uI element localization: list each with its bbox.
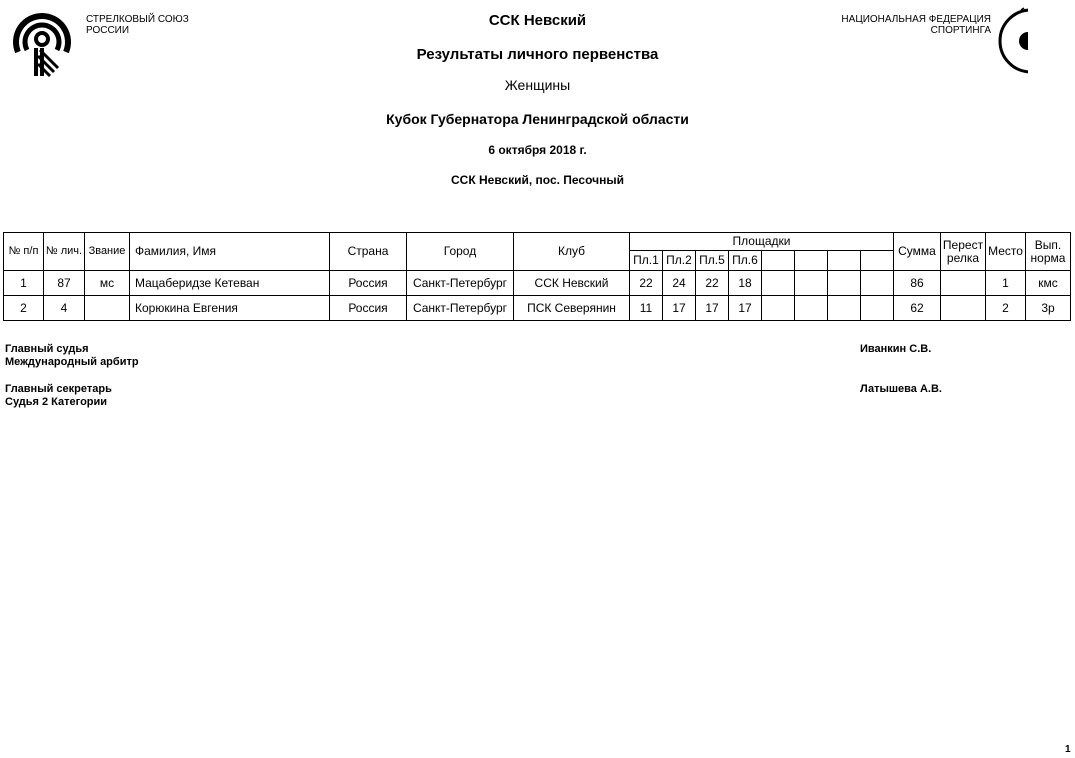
chief-secretary-title: Главный секретарь	[5, 383, 112, 395]
chief-judge-rank: Международный арбитр	[5, 356, 139, 368]
cell-pl1: 11	[630, 296, 663, 321]
cell-num: 2	[4, 296, 44, 321]
cell-rank: мс	[85, 271, 130, 296]
cell-empty	[828, 271, 861, 296]
header-pl1: Пл.1	[630, 251, 663, 271]
chief-judge-block	[5, 343, 139, 369]
cell-bib: 4	[44, 296, 85, 321]
header-empty-4	[861, 251, 894, 271]
cell-empty	[762, 271, 795, 296]
chief-secretary-name: Латышева А.В.	[860, 383, 942, 395]
cell-city: Санкт-Петербург	[407, 271, 514, 296]
header-pl5: Пл.5	[696, 251, 729, 271]
cell-country: Россия	[330, 296, 407, 321]
cell-pl1: 22	[630, 271, 663, 296]
cell-name: Мацаберидзе Кетеван	[130, 271, 330, 296]
table-row	[4, 271, 1071, 296]
header-place: Место	[986, 233, 1026, 271]
cell-empty	[828, 296, 861, 321]
cell-empty	[861, 271, 894, 296]
header-norm: Вып. норма	[1026, 233, 1071, 271]
cell-pl2: 17	[663, 296, 696, 321]
cell-city: Санкт-Петербург	[407, 296, 514, 321]
cell-shootoff	[941, 271, 986, 296]
header-country: Страна	[330, 233, 407, 271]
category-label: Женщины	[504, 77, 571, 93]
chief-judge-name: Иванкин С.В.	[860, 343, 932, 355]
header-pl2: Пл.2	[663, 251, 696, 271]
header-shootoff: Перестрелка	[941, 233, 986, 271]
header-empty-3	[828, 251, 861, 271]
cell-empty	[861, 296, 894, 321]
cell-pl6: 17	[729, 296, 762, 321]
table-header-row	[4, 233, 1071, 251]
table-row	[4, 296, 1071, 321]
cell-bib: 87	[44, 271, 85, 296]
cell-norm: кмс	[1026, 271, 1071, 296]
cell-empty	[795, 271, 828, 296]
cell-norm: 3р	[1026, 296, 1071, 321]
cell-name: Корюкина Евгения	[130, 296, 330, 321]
cell-empty	[762, 296, 795, 321]
cell-place: 2	[986, 296, 1026, 321]
page-subtitle: Результаты личного первенства	[416, 46, 659, 63]
org-left-line-1: СТРЕЛКОВЫЙ СОЮЗ	[86, 14, 189, 25]
event-venue: ССК Невский, пос. Песочный	[451, 173, 624, 187]
cell-shootoff	[941, 296, 986, 321]
chief-secretary-rank: Судья 2 Категории	[5, 396, 108, 408]
org-left-line-2: РОССИИ	[86, 25, 130, 36]
header-rank: Звание	[85, 233, 130, 271]
cell-club: ССК Невский	[514, 271, 630, 296]
header-num: № п/п	[4, 233, 44, 271]
results-table	[3, 232, 1071, 321]
page-number: 1	[1065, 744, 1071, 755]
cell-pl2: 24	[663, 271, 696, 296]
header-name: Фамилия, Имя	[130, 233, 330, 271]
cell-rank	[85, 296, 130, 321]
cell-sum: 86	[894, 271, 941, 296]
org-right-line-1: НАЦИОНАЛЬНАЯ ФЕДЕРАЦИЯ	[841, 14, 991, 25]
chief-judge-title: Главный судья	[5, 343, 89, 355]
header-sum: Сумма	[894, 233, 941, 271]
cell-pl6: 18	[729, 271, 762, 296]
header-pl6: Пл.6	[729, 251, 762, 271]
cell-pl5: 22	[696, 271, 729, 296]
header-empty-1	[762, 251, 795, 271]
cell-country: Россия	[330, 271, 407, 296]
header-city: Город	[407, 233, 514, 271]
cell-sum: 62	[894, 296, 941, 321]
chief-secretary-block	[5, 383, 112, 409]
event-date: 6 октября 2018 г.	[488, 143, 587, 157]
cell-num: 1	[4, 271, 44, 296]
cell-pl5: 17	[696, 296, 729, 321]
cell-club: ПСК Северянин	[514, 296, 630, 321]
header-bib: № лич.	[44, 233, 85, 271]
page-title: ССК Невский	[488, 12, 587, 29]
header-empty-2	[795, 251, 828, 271]
header-grounds: Площадки	[630, 233, 894, 251]
cell-empty	[795, 296, 828, 321]
header-club: Клуб	[514, 233, 630, 271]
cell-place: 1	[986, 271, 1026, 296]
event-title: Кубок Губернатора Ленинградской области	[386, 111, 689, 127]
org-right-line-2: СПОРТИНГА	[930, 25, 991, 36]
